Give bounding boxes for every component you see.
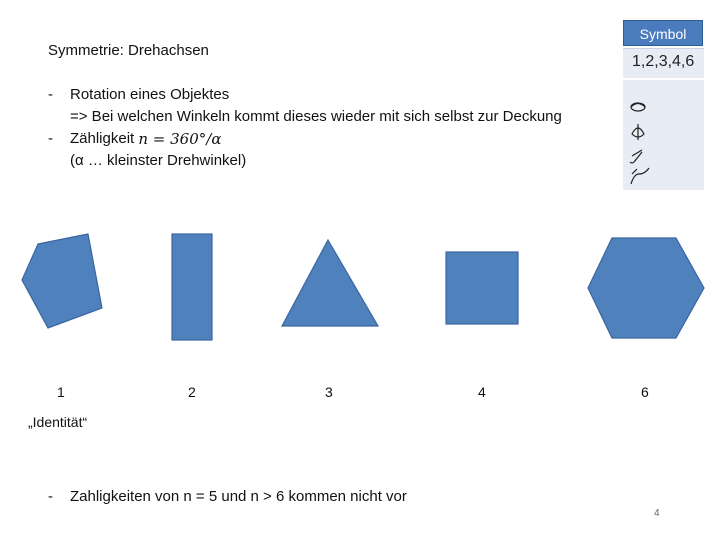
- bullet-dash: -: [48, 130, 53, 147]
- bullet-text: Rotation eines Objektes: [70, 86, 230, 103]
- shape-label-3: 3: [325, 384, 333, 400]
- formula: n = 360°/α: [138, 130, 222, 148]
- fourfold-axis-icon: [630, 150, 642, 163]
- slide-title: Symmetrie: Drehachsen: [48, 42, 209, 59]
- bullet-zaehligkeit: [48, 128, 608, 150]
- shape-rectangle: [172, 234, 212, 340]
- sixfold-axis-icon: [631, 168, 649, 184]
- page-number: 4: [654, 508, 660, 519]
- shape-label-6: 6: [641, 384, 649, 400]
- symbol-numbers: 1,2,3,4,6: [632, 53, 695, 70]
- bullet-rotation: [48, 84, 608, 106]
- shape-triangle: [282, 240, 378, 326]
- bottom-note: [48, 488, 407, 505]
- bullet-text: Zähligkeit: [70, 130, 135, 147]
- shape-hexagon: [588, 238, 704, 338]
- twofold-axis-icon: [631, 103, 645, 111]
- symbol-divider: [623, 78, 704, 80]
- bullet-list: [48, 84, 608, 172]
- bottom-note-text: Zahligkeiten von n = 5 und n > 6 kommen nicht vor: [70, 488, 407, 505]
- symbol-glyphs: [626, 92, 656, 188]
- shape-square: [446, 252, 518, 324]
- bullet-subtext: => Bei welchen Winkeln kommt dieses wieder mit sich selbst zur Deckung: [70, 108, 562, 125]
- bullet-dash: -: [48, 86, 53, 103]
- shape-label-4: 4: [478, 384, 486, 400]
- shape-irregular-pentagon: [22, 234, 102, 328]
- shape-label-1: 1: [57, 384, 65, 400]
- shapes-row: [0, 228, 720, 346]
- symbol-header: Symbol: [623, 20, 703, 46]
- threefold-axis-icon: [632, 124, 644, 140]
- bullet-dash: -: [48, 488, 53, 505]
- shape-label-2: 2: [188, 384, 196, 400]
- bullet-subtext: (α … kleinster Drehwinkel): [70, 152, 247, 169]
- identity-label: „Identität“: [28, 414, 88, 430]
